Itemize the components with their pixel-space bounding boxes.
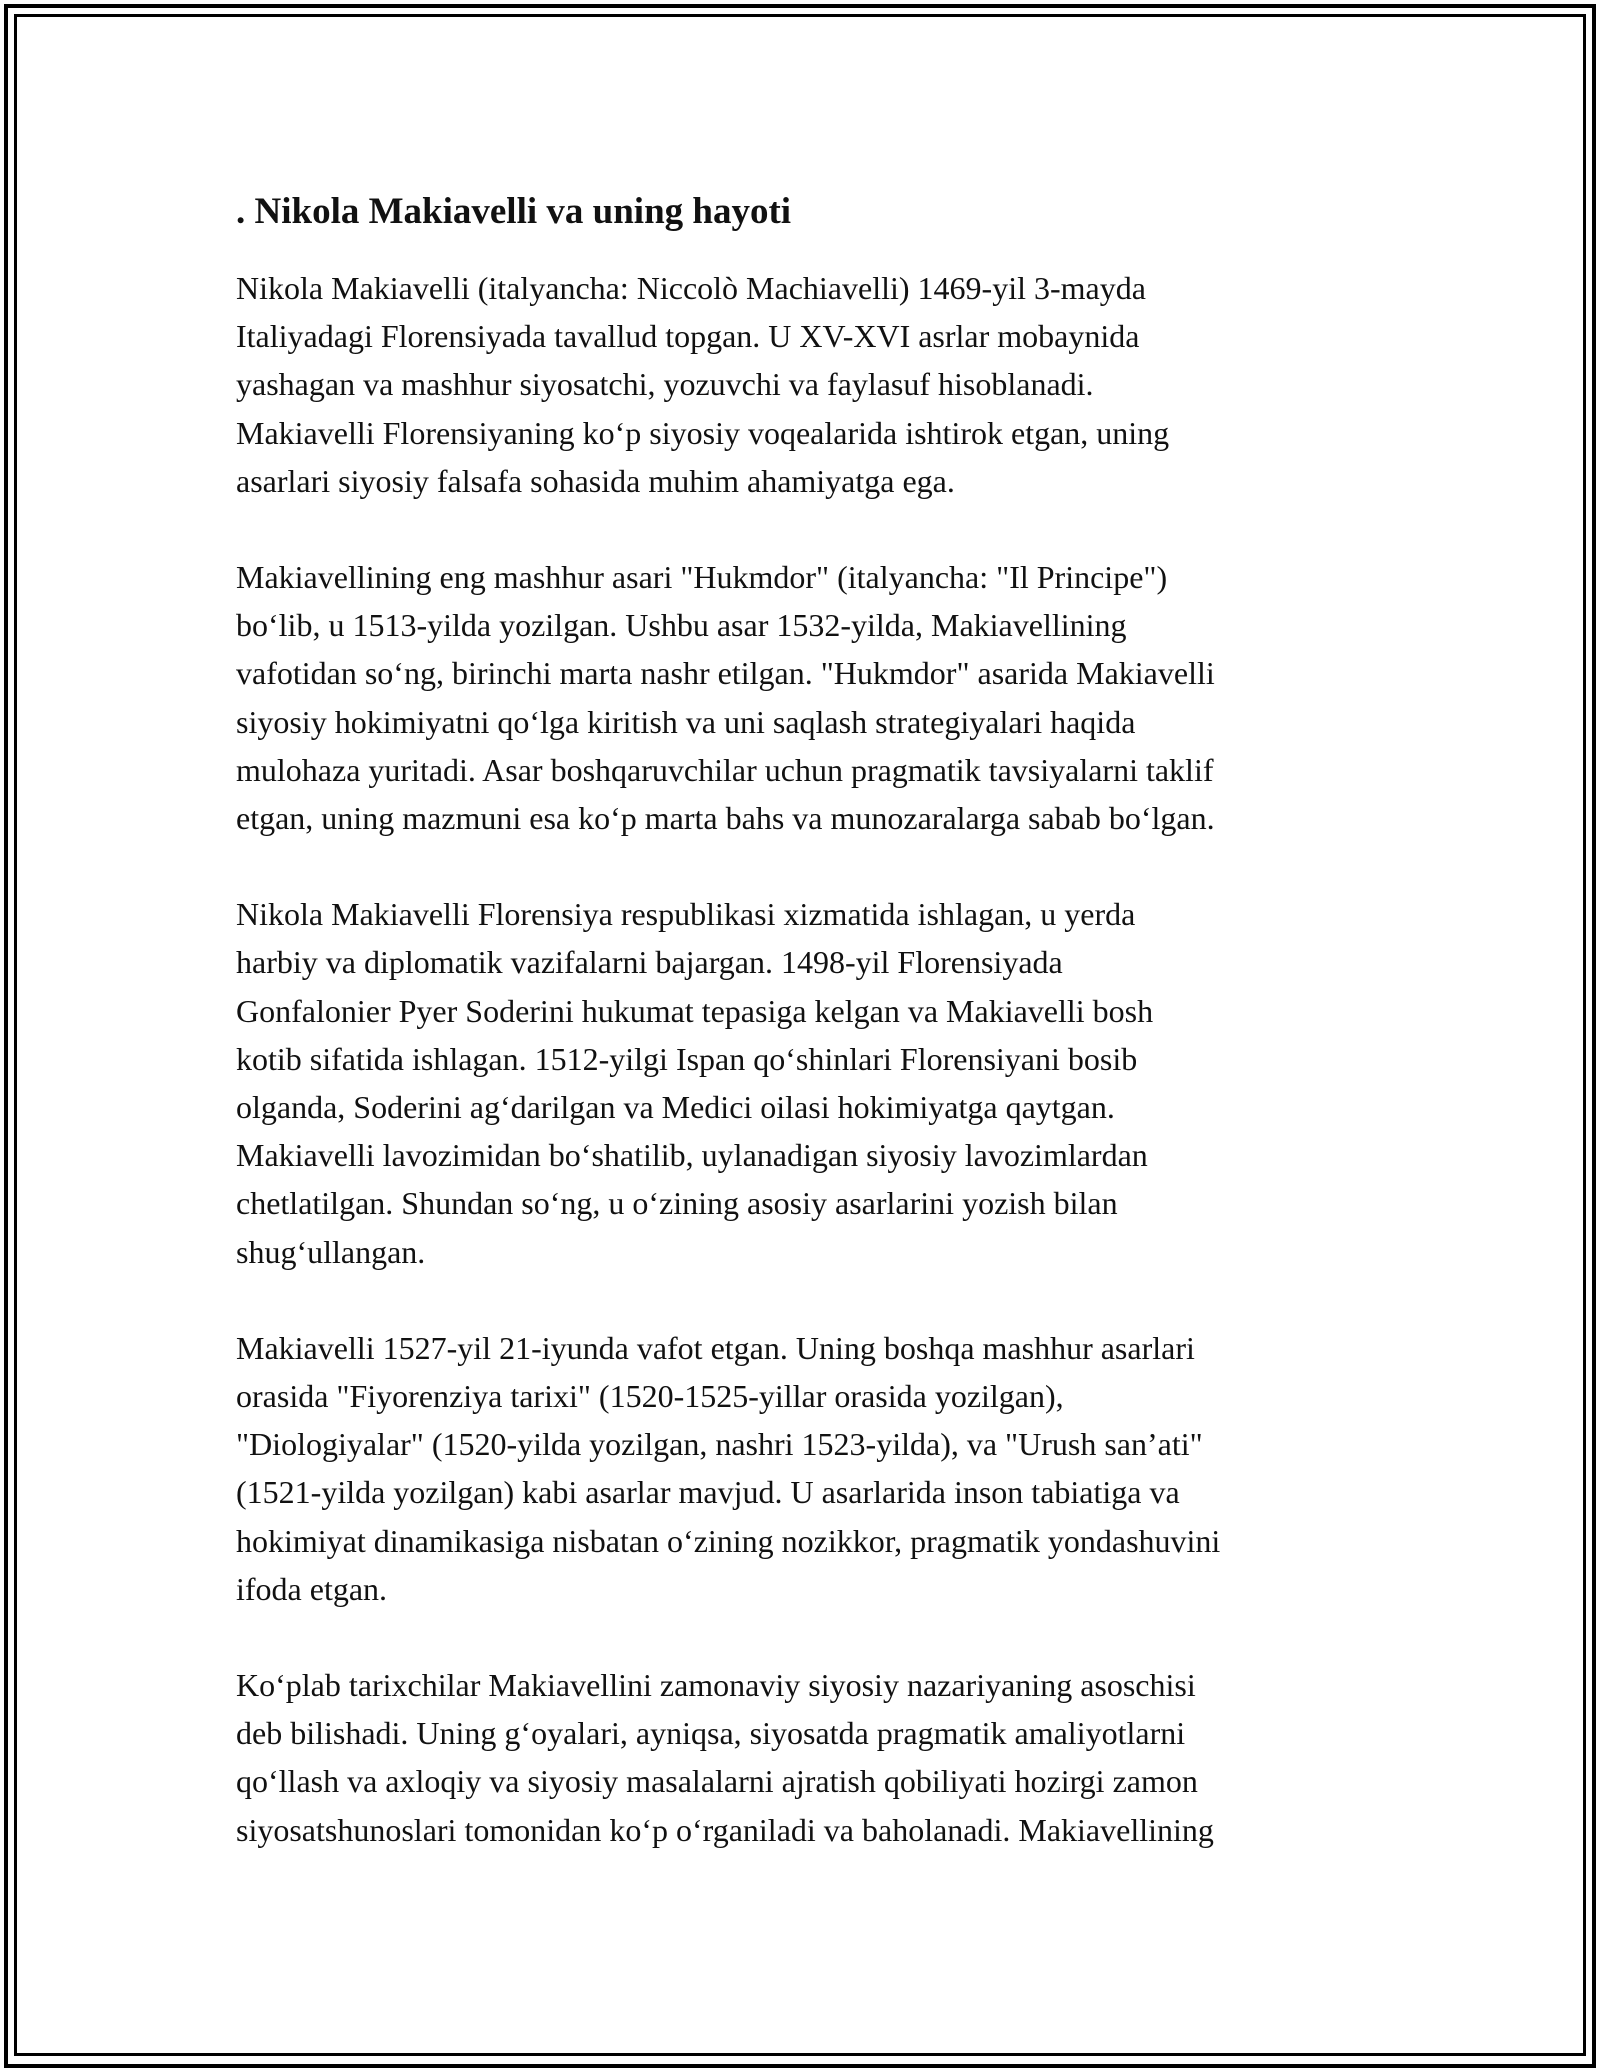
paragraph-line: hokimiyat dinamikasiga nisbatan oʻzining nozikkor, pragmatik yondashuvini [236,1522,1221,1559]
paragraph [236,264,1366,505]
paragraph-line: Makiavelli Florensiyaning koʻp siyosiy voqealarida ishtirok etgan, uning [236,414,1170,451]
paragraph-line: boʻlib, u 1513-yilda yozilgan. Ushbu asar 1532-yilda, Makiavellining [236,607,1127,644]
paragraph [236,553,1366,842]
paragraph-line: Italiyadagi Florensiyada tavallud topgan. U XV-XVI asrlar mobaynida [236,318,1140,355]
paragraph-line: (1521-yilda yozilgan) kabi asarlar mavjud. U asarlarida inson tabiatiga va [236,1474,1180,1511]
paragraph [236,1324,1366,1613]
paragraph-line: vafotidan soʻng, birinchi marta nashr etilgan. "Hukmdor" asarida Makiavelli [236,655,1215,692]
document-title: . Nikola Makiavelli va uning hayoti [236,191,792,232]
paragraph-line: deb bilishadi. Uning gʻoyalari, ayniqsa, siyosatda pragmatik amaliyotlarni [236,1715,1186,1752]
paragraph-line: Gonfalonier Pyer Soderini hukumat tepasiga kelgan va Makiavelli bosh [236,992,1154,1029]
paragraph [236,890,1366,1276]
paragraph-line: Makiavelli lavozimidan boʻshatilib, uylanadigan siyosiy lavozimlardan [236,1137,1148,1174]
paragraph-line: mulohaza yuritadi. Asar boshqaruvchilar uchun pragmatik tavsiyalarni taklif [236,751,1214,788]
paragraph-line: asarlari siyosiy falsafa sohasida muhim ahamiyatga ega. [236,462,955,499]
paragraph-line: etgan, uning mazmuni esa koʻp marta bahs va munozaralarga sabab boʻlgan. [236,800,1215,837]
paragraph-list [236,264,1366,1854]
paragraph-line: yashagan va mashhur siyosatchi, yozuvchi va faylasuf hisoblanadi. [236,366,1094,403]
paragraph-line: harbiy va diplomatik vazifalarni bajargan. 1498-yil Florensiyada [236,944,1063,981]
paragraph-line: olganda, Soderini agʻdarilgan va Medici oilasi hokimiyatga qaytgan. [236,1089,1115,1126]
paragraph-line: Makiavellining eng mashhur asari "Hukmdor" (italyancha: "Il Principe") [236,559,1168,596]
paragraph [236,1661,1366,1854]
paragraph-line: Nikola Makiavelli (italyancha: Niccolò Machiavelli) 1469-yil 3-mayda [236,270,1146,306]
paragraph-line: siyosatshunoslari tomonidan koʻp oʻrganiladi va baholanadi. Makiavellining [236,1811,1214,1848]
paragraph-line: Koʻplab tarixchilar Makiavellini zamonaviy siyosiy nazariyaning asoschisi [236,1667,1196,1704]
paragraph-line: qoʻllash va axloqiy va siyosiy masalalarni ajratish qobiliyati hozirgi zamon [236,1763,1198,1800]
paragraph-line: kotib sifatida ishlagan. 1512-yilgi Ispan qoʻshinlari Florensiyani bosib [236,1040,1138,1077]
document-body [236,186,1366,1902]
paragraph-line: Makiavelli 1527-yil 21-iyunda vafot etgan. Uning boshqa mashhur asarlari [236,1329,1195,1366]
paragraph-line: orasida "Fiyorenziya tarixi" (1520-1525-yillar orasida yozilgan), [236,1378,1064,1415]
paragraph-line: siyosiy hokimiyatni qoʻlga kiritish va uni saqlash strategiyalari haqida [236,703,1136,740]
paragraph-line: chetlatilgan. Shundan soʻng, u oʻzining asosiy asarlarini yozish bilan [236,1185,1118,1222]
paragraph-line: "Diologiyalar" (1520-yilda yozilgan, nashri 1523-yilda), va "Urush san’ati" [236,1426,1203,1463]
paragraph-line: Nikola Makiavelli Florensiya respublikasi xizmatida ishlagan, u yerda [236,896,1136,933]
paragraph-line: ifoda etgan. [236,1570,388,1607]
paragraph-line: shugʻullangan. [236,1233,426,1270]
